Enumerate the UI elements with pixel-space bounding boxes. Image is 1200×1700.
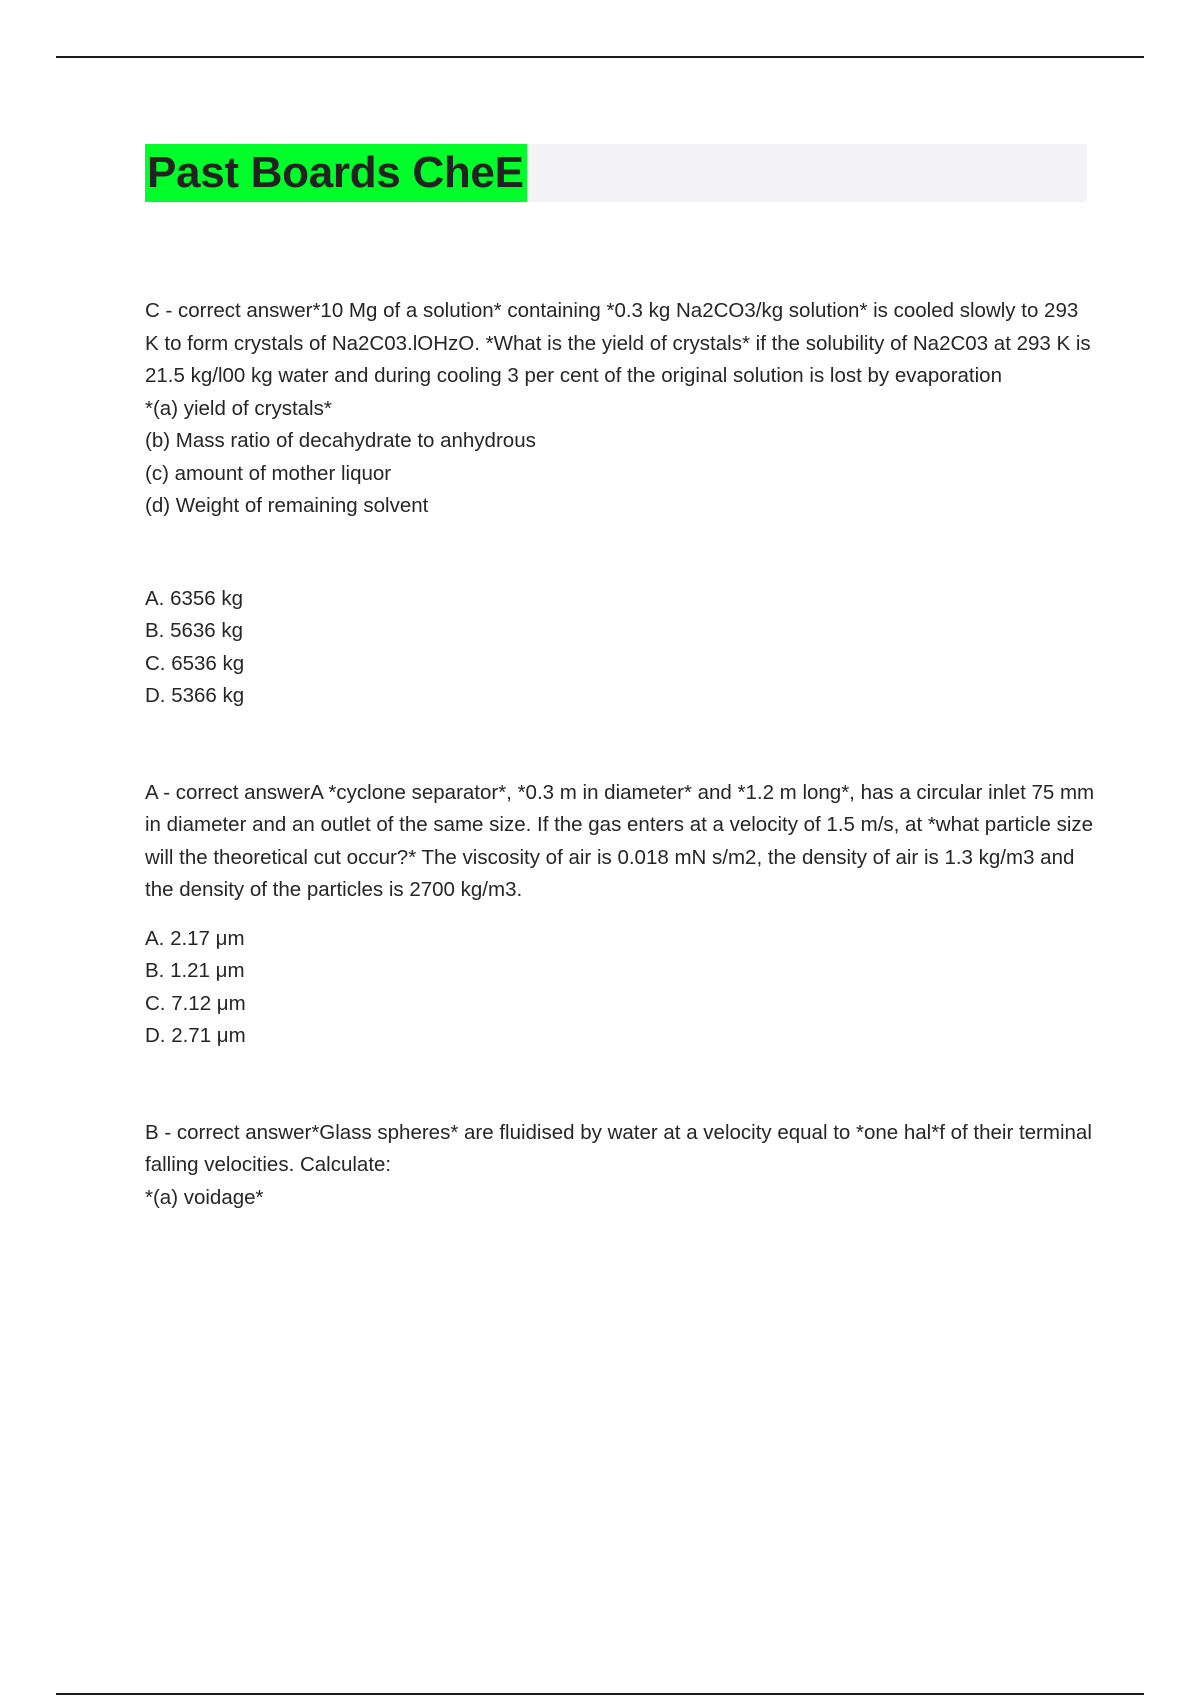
- question-2-choice-d: D. 2.71 μm: [145, 1024, 246, 1047]
- question-2-choice-c: C. 7.12 μm: [145, 991, 246, 1015]
- spacer: [145, 523, 1095, 563]
- document-title: Past Boards CheE: [145, 144, 527, 202]
- document-body: [145, 295, 1095, 1214]
- question-2-text: A - correct answerA *cyclone separator*, *0.3 m in diameter* and *1.2 m long*, has a circular inlet 75 mm in diameter and an outlet of the same size. If the gas enters at a velocity of 1.5 m/s, at *what particle size will the theoretical cut occur?* The viscosity of air is 0.018 mN s/m2, the density of air is 1.3 kg/m3 and the density of the particles is 2700 kg/m3.: [145, 780, 1095, 901]
- question-2-choice-a: A. 2.17 μm: [145, 926, 245, 950]
- bottom-rule: [56, 1693, 1144, 1695]
- question-2-choices: [145, 923, 1095, 1053]
- question-1-sub-c: (c) amount of mother liquor: [145, 461, 392, 485]
- question-3-sub-a: *(a) voidage*: [145, 1185, 264, 1209]
- top-rule: [56, 56, 1144, 58]
- question-1-choices: [145, 583, 1095, 713]
- question-1-choice-b: B. 5636 kg: [145, 619, 244, 642]
- question-3-text: B - correct answer*Glass spheres* are fluidised by water at a velocity equal to *one hal*f of their terminal falling velocities. Calculate:: [145, 1120, 1092, 1176]
- question-1-sub-a: *(a) yield of crystals*: [145, 396, 332, 420]
- question-1-text: C - correct answer*10 Mg of a solution* containing *0.3 kg Na2CO3/kg solution* is cooled slowly to 293 K to form crystals of Na2C03.lOHzO. *What is the yield of crystals* if the solubility of Na2C03 at 293 K is 21.5 kg/l00 kg water and during cooling 3 per cent of the original solution is lost by evaporation: [145, 299, 1091, 387]
- spacer: [145, 1053, 1095, 1117]
- question-1-sub-d: (d) Weight of remaining solvent: [145, 494, 429, 517]
- question-1-sub-b: (b) Mass ratio of decahydrate to anhydrous: [145, 429, 536, 452]
- question-1-choice-a: A. 6356 kg: [145, 586, 244, 610]
- question-2-choice-b: B. 1.21 μm: [145, 959, 245, 982]
- question-1-choice-d: D. 5366 kg: [145, 684, 245, 707]
- question-1-choice-c: C. 6536 kg: [145, 651, 245, 675]
- spacer: [145, 713, 1095, 777]
